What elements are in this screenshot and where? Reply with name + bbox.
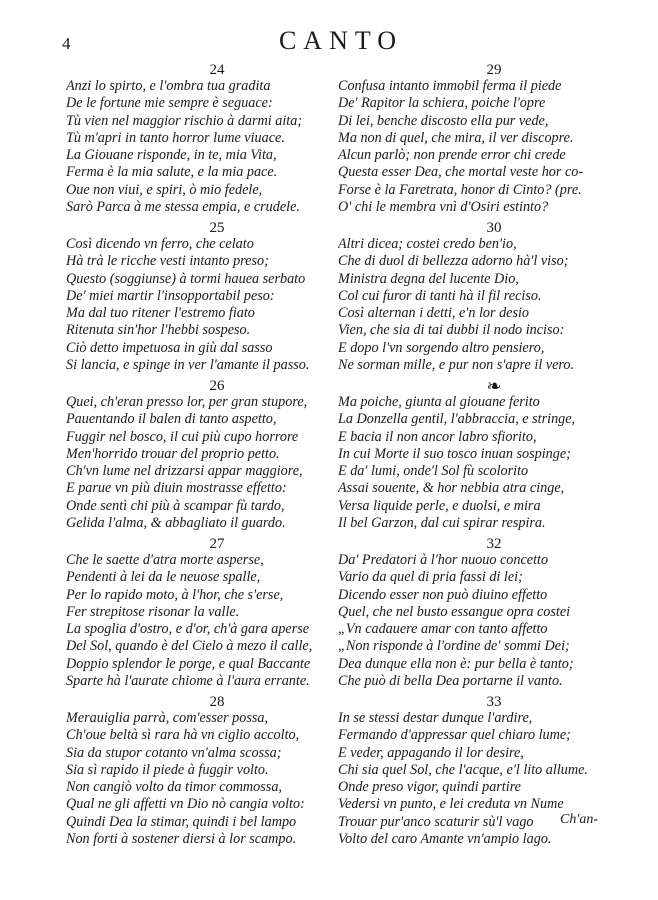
verse-line: Tù vien nel maggior rischio à darmi aita; bbox=[66, 112, 303, 129]
verse-line: Assai souente, & hor nebbia atra cinge, bbox=[338, 480, 565, 497]
verse-line: Merauiglia parrà, com'esser possa, bbox=[66, 710, 269, 726]
stanza bbox=[66, 220, 338, 378]
stanza-number: 28 bbox=[209, 694, 225, 710]
verse-line: Ritenuta sin'hor l'hebbi sospeso. bbox=[66, 322, 251, 339]
verse-line: Ch'oue beltà sì rara hà vn ciglio accolto, bbox=[66, 727, 300, 744]
verse-line: Del Sol, quando è del Cielo à mezo il calle, bbox=[66, 638, 313, 655]
verse-line: Altri dicea; costei credo ben'io, bbox=[338, 236, 517, 252]
verse-line: E bacia il non ancor labro sfiorito, bbox=[338, 428, 537, 445]
stanza bbox=[66, 62, 338, 220]
verse-line: Sparte hà l'aurate chiome à l'aura errante. bbox=[66, 673, 310, 690]
verse-line: Questo (soggiunse) à tormi hauea serbato bbox=[66, 270, 306, 287]
verse-line: Sia da stupor cotanto vn'alma scossa; bbox=[66, 744, 282, 761]
stanza-number: 30 bbox=[486, 220, 502, 236]
verse-line: Per lo rapido moto, à l'hor, che s'erse, bbox=[66, 586, 284, 603]
verse-line: De le fortune mie sempre è seguace: bbox=[66, 95, 273, 112]
verse-line: Pauentando il balen di tanto aspetto, bbox=[66, 411, 277, 428]
verse-line: Ne sorman mille, e pur non s'apre il vero. bbox=[338, 357, 575, 374]
verse-line: Ciò detto impetuosa in giù dal sasso bbox=[66, 339, 273, 356]
stanza-number: 27 bbox=[209, 536, 225, 552]
verse-line: La Giouane risponde, in te, mia Vita, bbox=[66, 147, 277, 164]
verse-line: Vien, che sia di tai dubbi il nodo inciso: bbox=[338, 322, 565, 339]
verse-line: „Non risponde à l'ordine de' sommi Dei; bbox=[338, 638, 570, 655]
verse-line: Così dicendo vn ferro, che celato bbox=[66, 236, 254, 252]
verse-line: Quel, che nel busto essangue opra costei bbox=[338, 603, 571, 620]
verse-line: Confusa intanto immobil ferma il piede bbox=[338, 78, 562, 94]
verse-line: Ma poiche, giunta al giouane ferito bbox=[338, 394, 540, 410]
verse-line: „Vn cadauere amar con tanto affetto bbox=[338, 621, 548, 638]
verse-line: O' chi le membra vnì d'Osiri estinto? bbox=[338, 199, 549, 216]
verse-line: Fuggir nel bosco, il cui più cupo horrore bbox=[66, 428, 299, 445]
stanza-number: 26 bbox=[209, 378, 225, 394]
stanza bbox=[66, 378, 338, 536]
verse-line: Forse è la Faretrata, honor di Cinto? (pre. bbox=[338, 181, 582, 198]
verse-line: La spoglia d'ostro, e d'or, ch'à gara aperse bbox=[66, 621, 310, 638]
verse-line: Ferma è la mia salute, e la mia pace. bbox=[66, 164, 278, 181]
verse-line: Non cangiò volto da timor commossa, bbox=[66, 779, 282, 796]
verse-line: Ma non di quel, che mira, il ver discopre. bbox=[338, 129, 574, 146]
verse-line: Tù m'apri in tanto horror lume viuace. bbox=[66, 129, 285, 146]
stanza bbox=[338, 62, 610, 220]
verse-line: Versa liquide perle, e duolsi, e mira bbox=[338, 497, 541, 514]
stanza-number: 33 bbox=[486, 694, 502, 710]
catchword: Ch'an- bbox=[560, 812, 598, 827]
stanza-number: 29 bbox=[486, 62, 502, 78]
verse-line: In cui Morte il suo tosco inuan sospinge; bbox=[338, 445, 571, 462]
verse-line: Onde preso vigor, quindi partire bbox=[338, 779, 521, 796]
verse-line: De' miei martir l'insopportabil peso: bbox=[66, 287, 275, 304]
verse-line: Il bel Garzon, dal cui spirar respira. bbox=[338, 515, 546, 532]
verse-line: Anzi lo spirto, e l'ombra tua gradita bbox=[66, 78, 271, 94]
verse-line: E da' lumi, onde'l Sol fù scolorito bbox=[338, 463, 529, 480]
verse-line: Trouar pur'anco scaturir sù'l vago bbox=[338, 813, 534, 830]
verse-line: Pendenti à lei da le neuose spalle, bbox=[66, 569, 261, 586]
stanza-number: 32 bbox=[486, 536, 502, 552]
verse-line: Fermando d'appressar quel chiaro lume; bbox=[338, 727, 571, 744]
verse-line: In se stessi destar dunque l'ardire, bbox=[338, 710, 533, 726]
verse-line: Sia sì rapido il piede à fuggir volto. bbox=[66, 761, 269, 778]
verse-line: Hà trà le ricche vesti intanto preso; bbox=[66, 253, 269, 270]
verse-line: Che di duol di bellezza adorno hà'l viso; bbox=[338, 253, 569, 270]
stanza bbox=[338, 220, 610, 378]
fleuron-ornament: ❧ bbox=[486, 378, 502, 396]
stanza bbox=[338, 378, 610, 536]
verse-line: E veder, appagando il lor desire, bbox=[338, 744, 524, 761]
left-column bbox=[66, 62, 338, 852]
verse-line: Quei, ch'eran presso lor, per gran stupore, bbox=[66, 394, 308, 410]
verse-line: Da' Predatori à l'hor nuouo concetto bbox=[338, 552, 549, 568]
running-title: CANTO bbox=[278, 26, 404, 55]
verse-line: Col cui furor di tanti hà il fil reciso. bbox=[338, 287, 542, 304]
stanza-number: 24 bbox=[209, 62, 225, 78]
verse-line: E dopo l'vn sorgendo altro pensiero, bbox=[338, 339, 545, 356]
verse-line: Quindi Dea la stimar, quindi i bel lampo bbox=[66, 813, 297, 830]
verse-line: Di lei, benche discosto ella pur vede, bbox=[338, 112, 549, 129]
verse-line: Ch'vn lume nel drizzarsi appar maggiore, bbox=[66, 463, 303, 480]
verse-line: Chi sia quel Sol, che l'acque, e'l lito allume. bbox=[338, 761, 588, 778]
stanza-number: 25 bbox=[209, 220, 225, 236]
stanza bbox=[66, 536, 338, 694]
verse-line: Ministra degna del lucente Dio, bbox=[338, 270, 519, 287]
right-column bbox=[338, 62, 610, 852]
stanza bbox=[338, 536, 610, 694]
verse-line: Non forti à sostener diersi à lor scampo. bbox=[66, 831, 297, 848]
verse-line: Men'horrido trouar del proprio petto. bbox=[66, 445, 280, 462]
verse-line: Alcun parlò; non prende error chi crede bbox=[338, 147, 566, 164]
page-number: 4 bbox=[62, 34, 71, 53]
verse-line: Dea dunque ella non è: pur bella è tanto; bbox=[338, 655, 574, 672]
verse-line: Che può di bella Dea portarne il vanto. bbox=[338, 673, 563, 690]
verse-line: Vario da quel di pria fassi di lei; bbox=[338, 569, 523, 586]
verse-line: Che le saette d'atra morte asperse, bbox=[66, 552, 264, 568]
verse-line: Onde sentì chi più à scampar fù tardo, bbox=[66, 497, 285, 514]
verse-line: Doppio splendor le porge, e qual Baccante bbox=[66, 655, 311, 672]
verse-line: Gelida l'alma, & abbagliato il guardo. bbox=[66, 515, 286, 532]
verse-line: De' Rapitor la schiera, poiche l'opre bbox=[338, 95, 546, 112]
verse-line: Volto del caro Amante vn'ampio lago. bbox=[338, 831, 552, 848]
verse-line: Così alternan i detti, e'n lor desio bbox=[338, 305, 530, 322]
verse-line: Sarò Parca à me stessa empia, e crudele. bbox=[66, 199, 300, 216]
verse-line: Si lancia, e spinge in ver l'amante il passo. bbox=[66, 357, 310, 374]
stanza bbox=[338, 694, 610, 852]
verse-line: Vedersi vn punto, e lei creduta vn Nume bbox=[338, 796, 564, 813]
verse-line: Fer strepitose risonar la valle. bbox=[66, 603, 240, 620]
verse-line: Oue non viui, e spiri, ò mio fedele, bbox=[66, 181, 263, 198]
verse-line: Qual ne gli affetti vn Dio nò cangia volto: bbox=[66, 796, 305, 813]
stanza bbox=[66, 694, 338, 852]
verse-line: Ma dal tuo ritener l'estremo fiato bbox=[66, 305, 255, 322]
verse-line: La Donzella gentil, l'abbraccia, e stringe, bbox=[338, 411, 576, 428]
verse-line: Dicendo esser non può diuino effetto bbox=[338, 586, 548, 603]
verse-line: E parue vn più diuin mostrasse effetto: bbox=[66, 480, 287, 497]
verse-line: Questa esser Dea, che mortal veste hor co- bbox=[338, 164, 584, 181]
